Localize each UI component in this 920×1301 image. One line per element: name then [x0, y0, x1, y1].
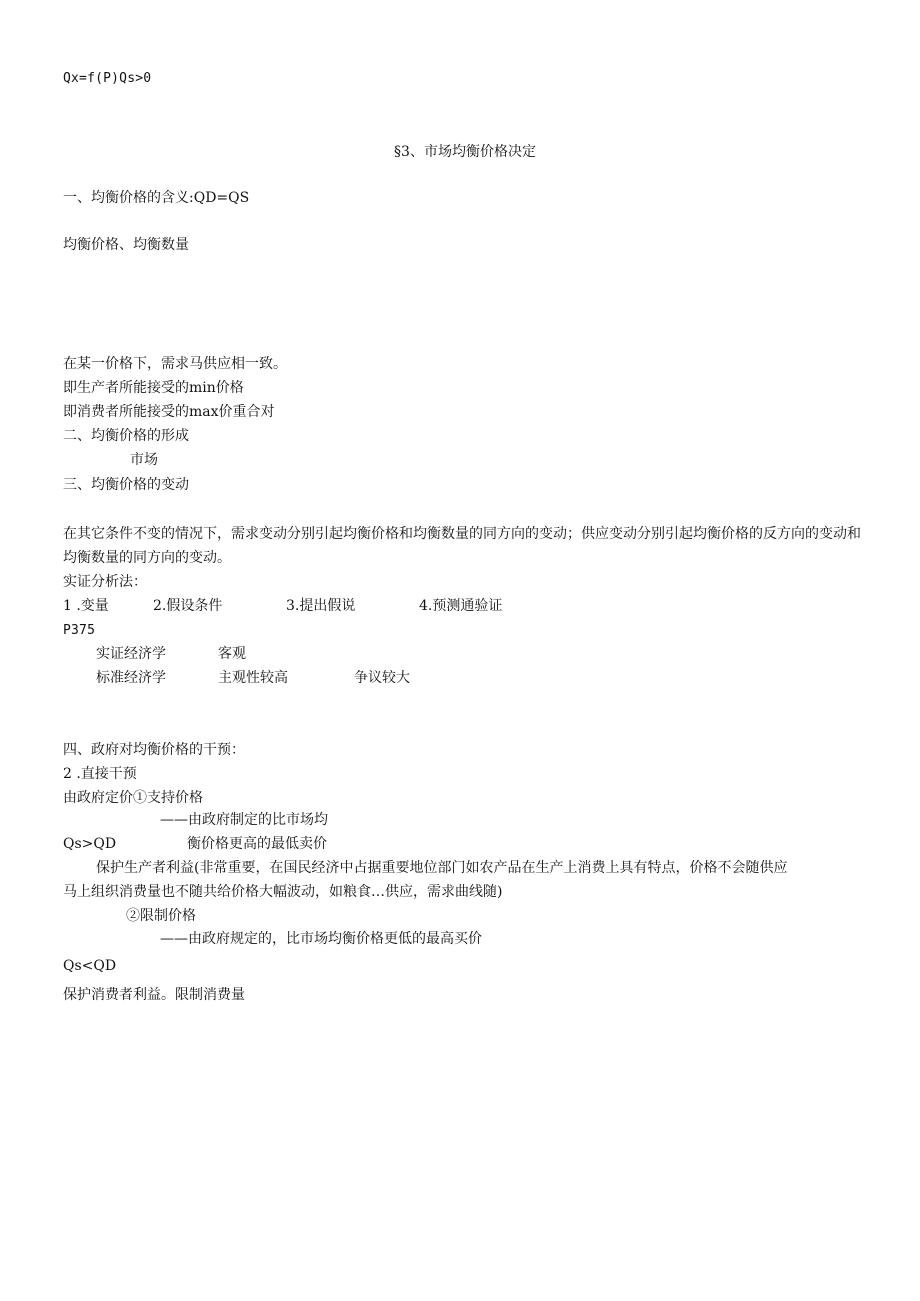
section-1-point-2: 即生产者所能接受的min价格 [63, 380, 244, 396]
method-label: 实证分析法： [63, 574, 147, 590]
step-4: 4.预测通验证 [419, 598, 503, 614]
section-1-terms: 均衡价格、均衡数量 [63, 237, 189, 253]
method-steps [63, 597, 863, 615]
ceiling-price-heading: ②限制价格 [126, 908, 196, 924]
formula-qx: Qx=f(P)Qs>0 [63, 71, 152, 86]
normative-economics-row [63, 669, 863, 687]
positive-economics-row [63, 645, 863, 663]
section-title: §3、市场均衡价格决定 [394, 144, 536, 160]
qs-greater-than-qd: Qs>QD [63, 836, 117, 852]
section-1-point-3: 即消费者所能接受的max价重合对 [63, 404, 275, 420]
section-4-heading: 四、政府对均衡价格的干预： [63, 742, 245, 758]
normative-econ-trait: 主观性较高 [218, 670, 288, 686]
section-3-paragraph: 在其它条件不变的情况下，需求变动分别引起均衡价格和均衡数量的同方向的变动；供应变动分别引起均衡价格的反方向的变动和均衡数量的同方向的变动。 [63, 526, 861, 566]
positive-econ-trait: 客观 [218, 646, 246, 662]
section-2-heading: 二、均衡价格的形成 [63, 428, 189, 444]
section-1-point-1: 在某一价格下，需求马供应相一致。 [63, 356, 287, 372]
step-2: 2.假设条件 [153, 598, 223, 614]
normative-econ-term: 标准经济学 [96, 670, 166, 686]
step-3: 3.提出假说 [286, 598, 356, 614]
section-2-market: 市场 [130, 452, 158, 468]
protect-producer-line-2: 马上组织消费量也不随共给价格大幅波动，如粮食…供应，需求曲线随) [63, 884, 503, 900]
step-1: 1 .变量 [63, 598, 109, 614]
support-price-definition-1: ——由政府制定的比市场均 [160, 812, 328, 828]
section-4-direct: 2 .直接干预 [63, 766, 137, 782]
qs-less-than-qd: Qs<QD [63, 958, 117, 974]
section-4-gov-price: 由政府定价①支持价格 [63, 790, 203, 806]
protect-consumer: 保护消费者利益。限制消费量 [63, 987, 245, 1003]
support-price-definition-2: 衡价格更高的最低卖价 [187, 836, 327, 852]
normative-econ-note: 争议较大 [354, 670, 410, 686]
ceiling-price-definition: ——由政府规定的，比市场均衡价格更低的最高买价 [160, 931, 482, 947]
protect-producer-line-1: 保护生产者利益(非常重要，在国民经济中占据重要地位部门如农产品在生产上消费上具有特点，价格不会随供应 [96, 860, 788, 876]
page-reference: P375 [63, 623, 96, 638]
section-1-heading: 一、均衡价格的含义:QD=QS [63, 190, 250, 206]
positive-econ-term: 实证经济学 [96, 646, 166, 662]
section-3-heading: 三、均衡价格的变动 [63, 477, 189, 493]
